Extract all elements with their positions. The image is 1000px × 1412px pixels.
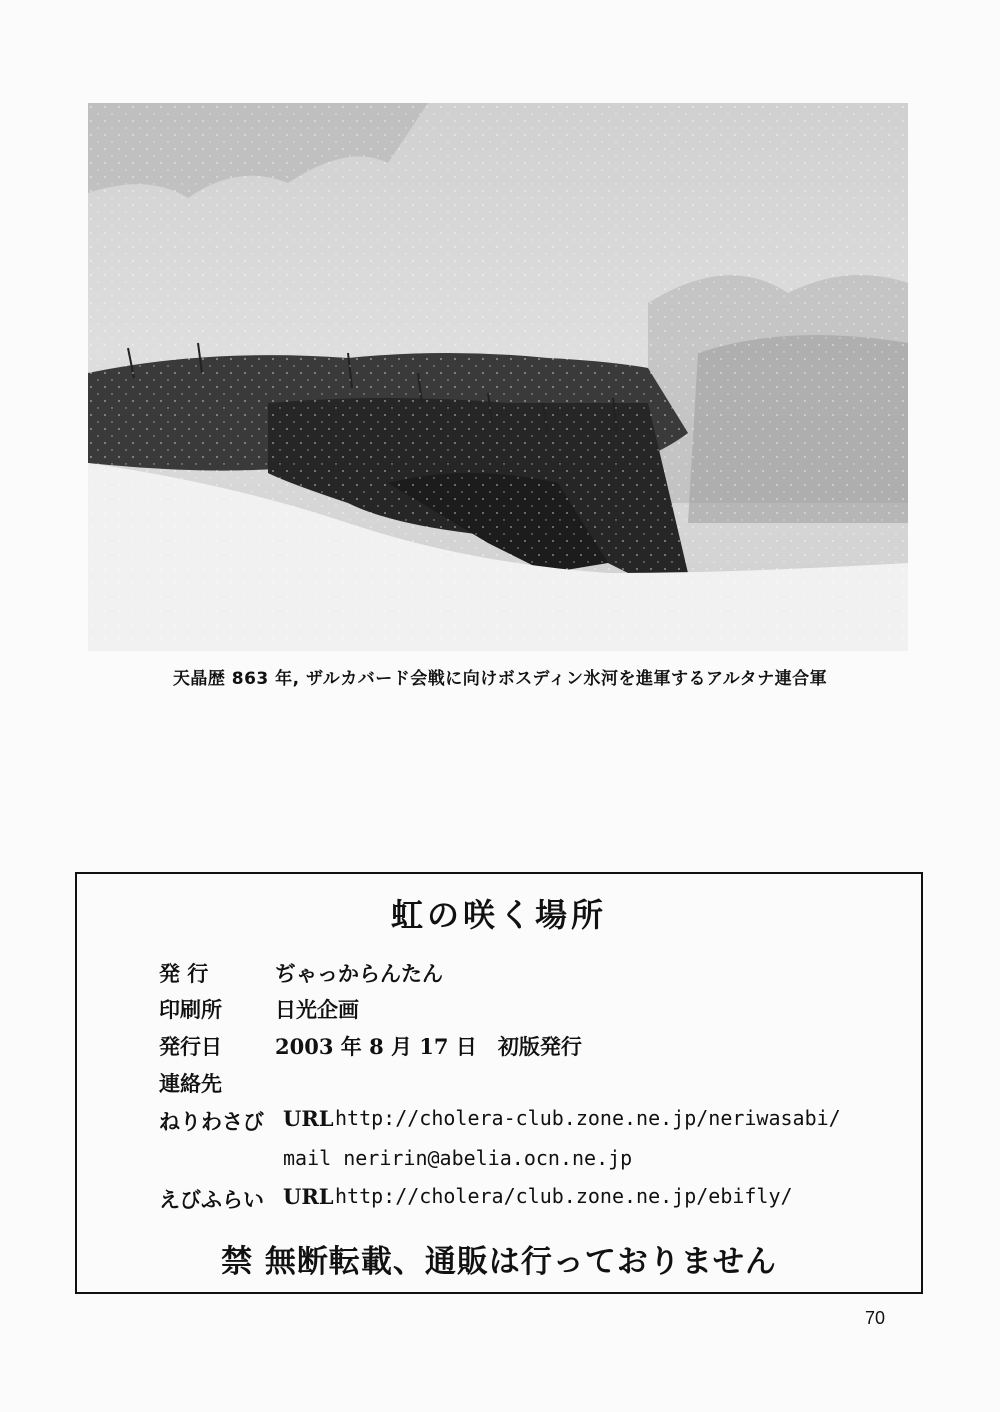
- printer-label: 印刷所: [159, 997, 222, 1022]
- url-label: URL: [283, 1106, 334, 1131]
- contact-name: ねりわさび: [159, 1109, 264, 1134]
- printer-value: 日光企画: [275, 997, 359, 1022]
- url-label: URL: [283, 1184, 334, 1209]
- book-title: 虹の咲く場所: [390, 896, 607, 934]
- date-label: 発行日: [159, 1034, 222, 1059]
- date-value: 2003 年 8 月 17 日 初版発行: [275, 1034, 582, 1059]
- mail-address[interactable]: mail neririn@abelia.ocn.ne.jp: [283, 1146, 633, 1170]
- contact-label: 連絡先: [159, 1071, 222, 1096]
- reprint-notice: 禁 無断転載、通販は行っておりません: [221, 1244, 777, 1280]
- contact-name: えびふらい: [159, 1187, 264, 1212]
- publisher-label: 発 行: [159, 961, 209, 986]
- photo-caption: 天晶歴 863 年, ザルカバード会戦に向けボスディン氷河を進軍するアルタナ連合軍: [172, 669, 828, 689]
- snow-march-photo: [88, 103, 908, 651]
- colophon-box: [75, 872, 923, 1294]
- url-link[interactable]: http://cholera/club.zone.ne.jp/ebifly/: [335, 1184, 793, 1208]
- url-link[interactable]: http://cholera-club.zone.ne.jp/neriwasabi/: [335, 1106, 841, 1130]
- publisher-value: ぢゃっからんたん: [275, 961, 443, 986]
- page-number: 70: [865, 1308, 886, 1328]
